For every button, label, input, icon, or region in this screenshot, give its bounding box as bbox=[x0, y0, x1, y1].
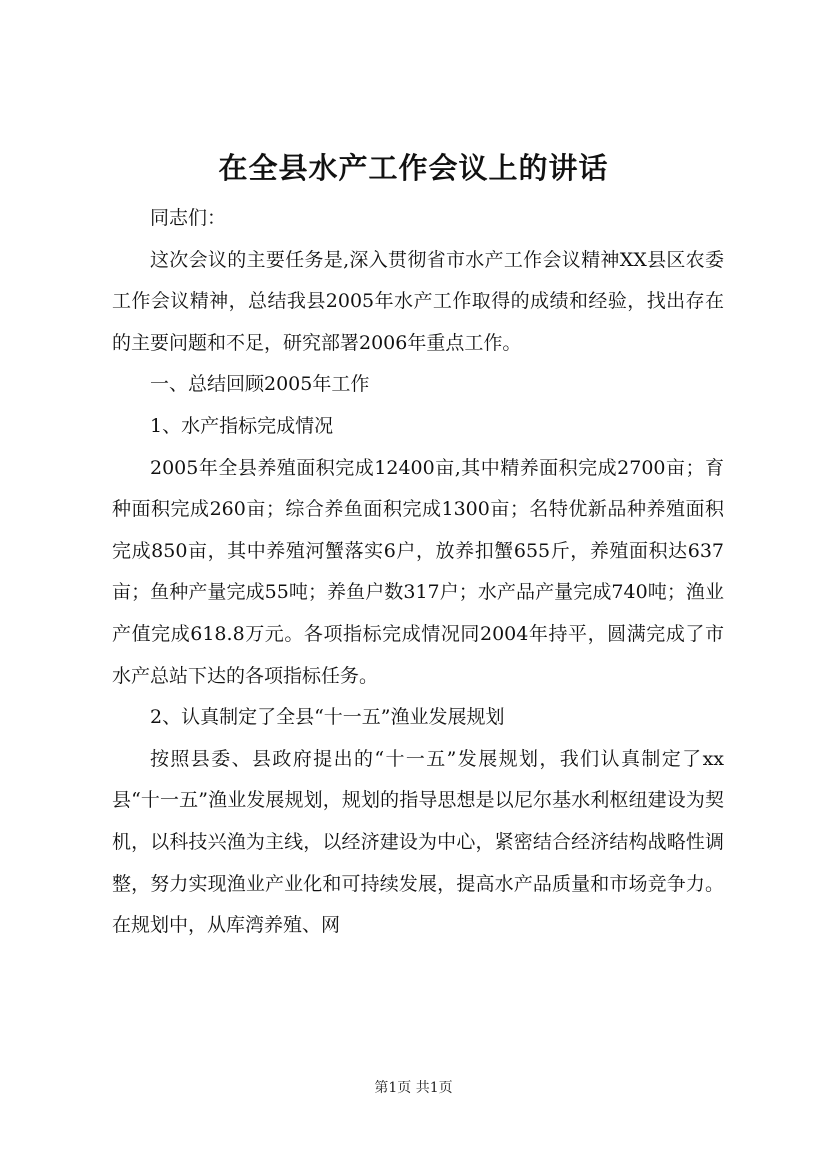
section-heading: 一、总结回顾2005年工作 bbox=[150, 373, 370, 396]
body-paragraph: 按照县委、县政府提出的“十一五”发展规划，我们认真制定了xx县“十一五”渔业发展规划，规划的指导思想是以尼尔基水利枢纽建设为契机，以科技兴渔为主线，以经济建设为中心，紧密结合经济结构战略性调整，努力实现渔业产业化和可持续发展，提高水产品质量和市场竞争力。在规划中，从库湾养殖、网 bbox=[112, 747, 724, 937]
body-paragraph: 2005年全县养殖面积完成12400亩,其中精养面积完成2700亩；育种面积完成260亩；综合养鱼面积完成1300亩；名特优新品种养殖面积完成850亩，其中养殖河蟹落实6户，放养扣蟹655斤，养殖面积达637亩；鱼种产量完成55吨；养鱼户数317户；水产品产量完成740吨；渔业产值完成618.8万元。各项指标完成情况同2004年持平，圆满完成了市水产总站下达的各项指标任务。 bbox=[112, 456, 724, 687]
salutation-paragraph: 同志们： bbox=[150, 207, 227, 229]
subsection-heading: 1、水产指标完成情况 bbox=[150, 414, 334, 437]
document-title: 在全县水产工作会议上的讲话 bbox=[218, 151, 609, 185]
page-footer: 第1页 共1页 bbox=[374, 1080, 453, 1096]
subsection-heading: 2、认真制定了全县“十一五”渔业发展规划 bbox=[150, 706, 505, 729]
intro-paragraph: 这次会议的主要任务是,深入贯彻省市水产工作会议精神XX县区农委工作会议精神，总结我县2005年水产工作取得的成绩和经验，找出存在的主要问题和不足，研究部署2006年重点工作。 bbox=[112, 248, 724, 354]
document-body bbox=[112, 198, 724, 947]
